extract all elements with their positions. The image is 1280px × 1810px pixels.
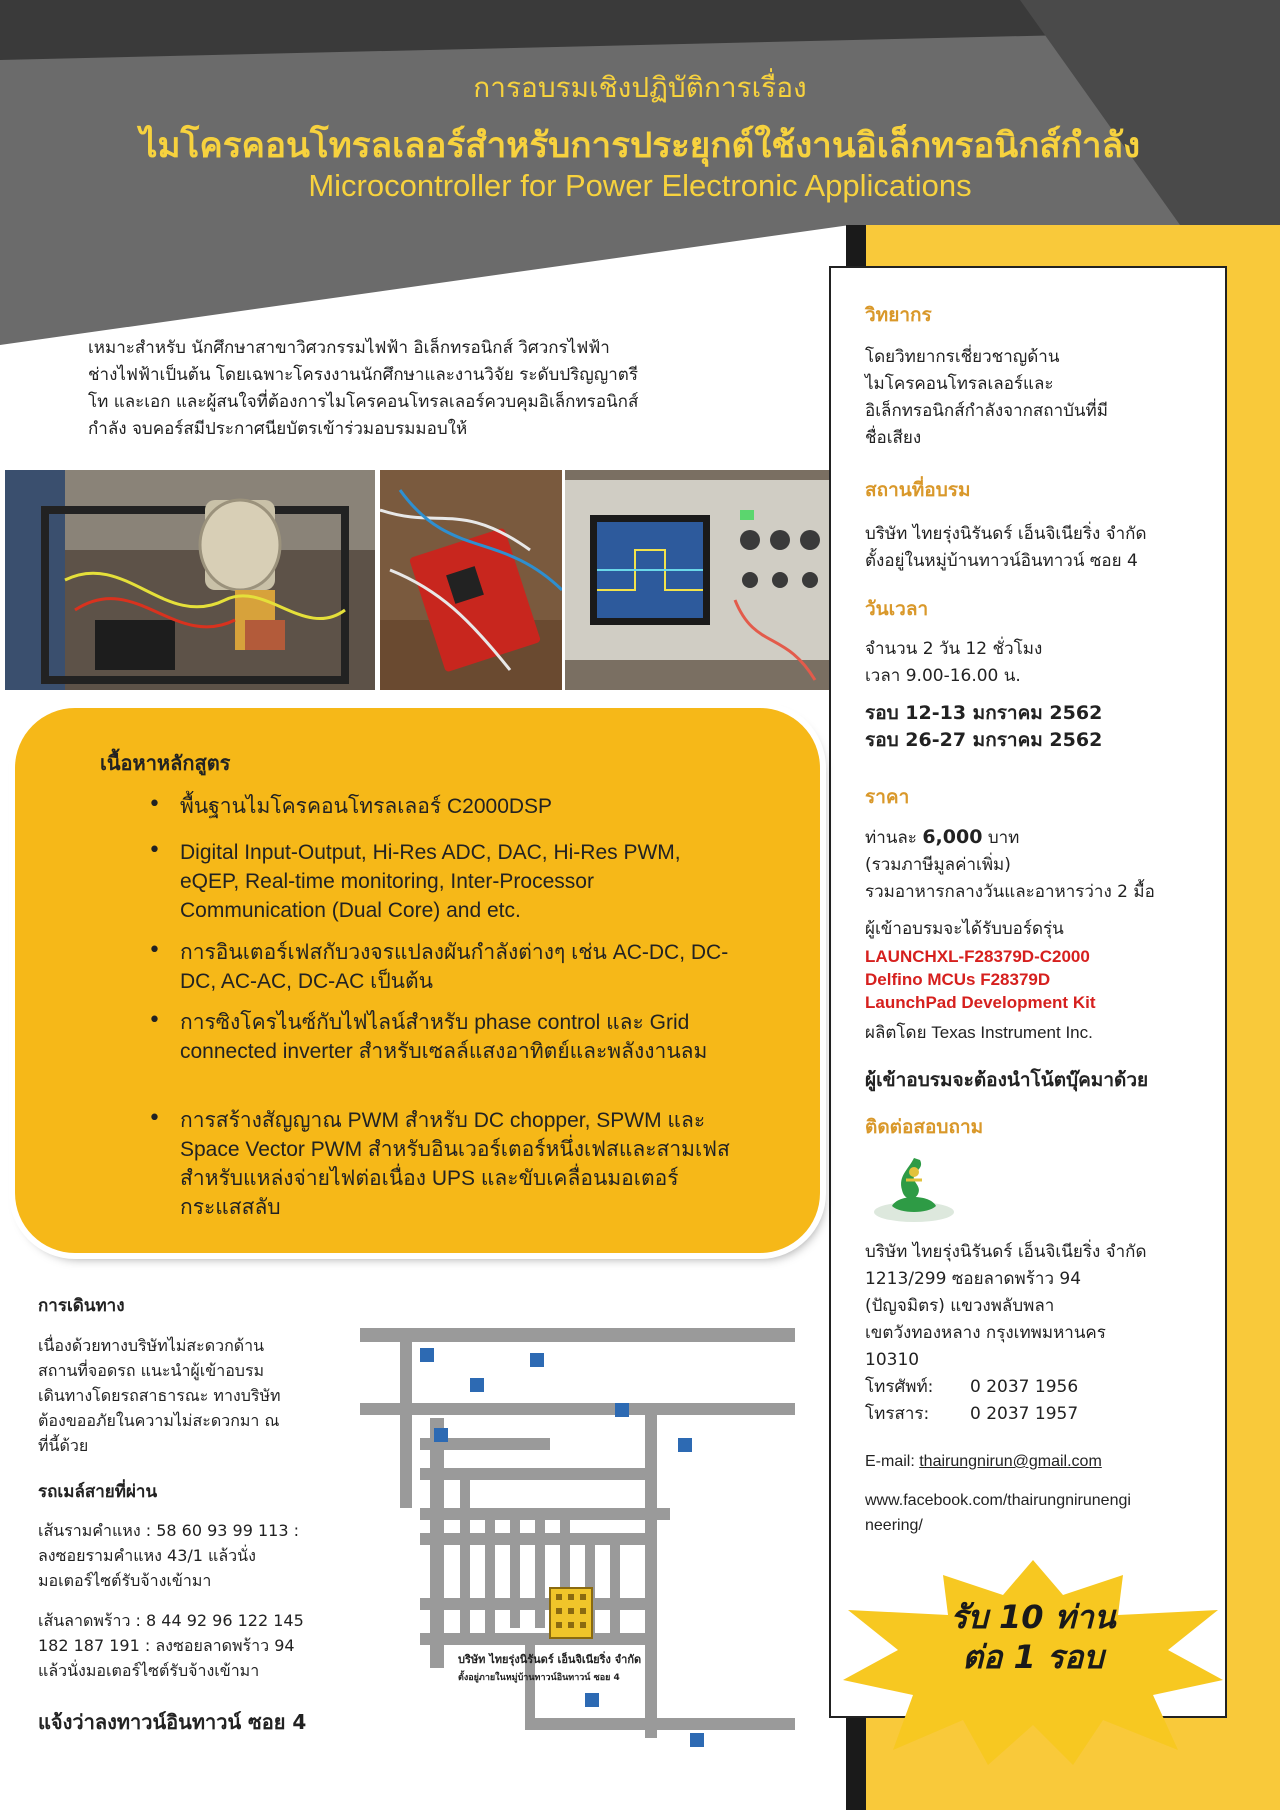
bus-line: เส้นลาดพร้าว : 8 44 92 96 122 145 bbox=[38, 1611, 304, 1630]
course-item: การอินเตอร์เฟสกับวงจรแปลงผันกำลังต่างๆ เช่น AC-DC, DC-DC, AC-AC, DC-AC เป็นต้น bbox=[180, 941, 729, 993]
facebook-link[interactable] bbox=[865, 1488, 1225, 1538]
email-row bbox=[865, 1453, 1102, 1471]
photo-motor-rig bbox=[5, 470, 375, 690]
map-company-sublabel: ตั้งอยู่ภายในหมู่บ้านทาวน์อินทาวน์ ซอย 4 bbox=[458, 1673, 620, 1683]
price-line bbox=[865, 824, 1225, 852]
board-intro: ผู้เข้าอบรมจะได้รับบอร์ดรุ่น bbox=[865, 919, 1064, 939]
price-heading: ราคา bbox=[865, 786, 910, 808]
price-text bbox=[865, 824, 1225, 906]
speaker-text bbox=[865, 344, 1215, 452]
contact-line: บริษัท ไทยรุ่งนิรันดร์ เอ็นจิเนียริ่ง จำกัด bbox=[865, 1242, 1147, 1262]
price-vat: (รวมภาษีมูลค่าเพิ่ม) bbox=[865, 855, 1011, 875]
intro-paragraph bbox=[88, 335, 788, 443]
price-prefix: ท่านละ bbox=[865, 828, 923, 848]
travel-line: ต้องขออภัยในความไม่สะดวกมา ณ bbox=[38, 1411, 280, 1430]
contact-line: 1213/299 ซอยลาดพร้าว 94 bbox=[865, 1269, 1082, 1289]
travel-line: สถานที่จอดรถ แนะนำผู้เข้าอบรม bbox=[38, 1361, 265, 1380]
fax-label: โทรสาร: bbox=[865, 1404, 930, 1424]
seats-line-1: รับ 10 ท่าน bbox=[950, 1598, 1116, 1636]
board-line: LaunchPad Development Kit bbox=[865, 993, 1096, 1012]
bus-ladprao bbox=[38, 1608, 338, 1683]
facebook-line: www.facebook.com/thairungnirunengi bbox=[865, 1492, 1131, 1509]
bus-line: มอเตอร์ไซต์รับจ้างเข้ามา bbox=[38, 1571, 212, 1590]
bullet: • bbox=[148, 1008, 161, 1033]
intro-line: โท และเอก และผู้สนใจที่ต้องการไมโครคอนโทรลเลอร์ควบคุมอิเล็กทรอนิกส์ bbox=[88, 392, 639, 412]
contact-address bbox=[865, 1239, 1225, 1428]
travel-text bbox=[38, 1333, 338, 1458]
intro-line: ช่างไฟฟ้าเป็นต้น โดยเฉพาะโครงงานนักศึกษาและงานวิจัย ระดับปริญญาตรี bbox=[88, 365, 638, 385]
contact-line: เขตวังทองหลาง กรุงเทพมหานคร bbox=[865, 1323, 1106, 1343]
fax-row bbox=[865, 1401, 1225, 1428]
venue-line: บริษัท ไทยรุ่งนิรันดร์ เอ็นจิเนียริ่ง จำกัด bbox=[865, 524, 1147, 544]
notebook-note: ผู้เข้าอบรมจะต้องนำโน้ตบุ๊คมาด้วย bbox=[865, 1069, 1149, 1091]
speaker-line: โดยวิทยากรเชี่ยวชาญด้าน bbox=[865, 347, 1060, 367]
speaker-line: อิเล็กทรอนิกส์กำลังจากสถาบันที่มี bbox=[865, 401, 1108, 421]
tel-number: 0 2037 1956 bbox=[970, 1377, 1079, 1397]
tel-row bbox=[865, 1374, 1225, 1401]
email-link[interactable]: thairungnirun@gmail.com bbox=[919, 1453, 1102, 1470]
course-item: Digital Input-Output, Hi-Res ADC, DAC, Hi-Res PWM, eQEP, Real-time monitoring, Inter-Processor Communication (Dual Core) and etc. bbox=[180, 841, 681, 922]
company-logo bbox=[868, 1150, 960, 1230]
price-suffix: บาท bbox=[982, 828, 1020, 848]
speaker-line: ชื่อเสียง bbox=[865, 428, 922, 448]
location-map bbox=[360, 1318, 795, 1758]
travel-line: เนื่องด้วยทางบริษัทไม่สะดวกด้าน bbox=[38, 1336, 265, 1355]
seats-line-2: ต่อ 1 รอบ bbox=[962, 1638, 1104, 1676]
course-item: พื้นฐานไมโครคอนโทรลเลอร์ C2000DSP bbox=[180, 795, 553, 818]
fax-number: 0 2037 1957 bbox=[970, 1404, 1079, 1424]
contact-line: (ปัญจมิตร) แขวงพลับพลา bbox=[865, 1296, 1055, 1316]
travel-heading: การเดินทาง bbox=[38, 1296, 125, 1316]
intro-line: เหมาะสำหรับ นักศึกษาสาขาวิศวกรรมไฟฟ้า อิเล็กทรอนิกส์ วิศวกรไฟฟ้า bbox=[88, 338, 610, 358]
travel-line: ที่นี้ด้วย bbox=[38, 1436, 89, 1455]
board-maker: ผลิตโดย Texas Instrument Inc. bbox=[865, 1023, 1093, 1042]
speaker-line: ไมโครคอนโทรลเลอร์และ bbox=[865, 374, 1054, 394]
travel-footer: แจ้งว่าลงทาวน์อินทาวน์ ซอย 4 bbox=[38, 1710, 307, 1734]
price-value: 6,000 bbox=[922, 826, 983, 848]
bullet: • bbox=[148, 938, 161, 963]
header-subtitle-thai: ไมโครคอนโทรลเลอร์สำหรับการประยุกต์ใช้งานอิเล็กทรอนิกส์กำลัง bbox=[139, 126, 1141, 166]
header-subtitle-english: Microcontroller for Power Electronic Applications bbox=[308, 168, 972, 203]
bus-line: 182 187 191 : ลงซอยลาดพร้าว 94 bbox=[38, 1636, 295, 1655]
rounds bbox=[865, 700, 1102, 754]
photo-launchpad-board bbox=[380, 470, 562, 690]
bullet: • bbox=[148, 1106, 161, 1131]
date-line: จำนวน 2 วัน 12 ชั่วโมง bbox=[865, 639, 1043, 659]
intro-line: กำลัง จบคอร์สมีประกาศนียบัตรเข้าร่วมอบรมมอบให้ bbox=[88, 419, 468, 439]
venue-line: ตั้งอยู่ในหมู่บ้านทาวน์อินทาวน์ ซอย 4 bbox=[865, 551, 1138, 571]
email-label: E-mail: bbox=[865, 1453, 920, 1470]
bus-ramkhamhaeng bbox=[38, 1518, 338, 1593]
seats-text bbox=[838, 1597, 1228, 1677]
board-line: Delfino MCUs F28379D bbox=[865, 970, 1051, 989]
facebook-line: neering/ bbox=[865, 1517, 923, 1534]
course-heading: เนื้อหาหลักสูตร bbox=[100, 751, 231, 775]
contact-line: 10310 bbox=[865, 1350, 920, 1370]
round-1: รอบ 12-13 มกราคม 2562 bbox=[865, 702, 1103, 724]
round-2: รอบ 26-27 มกราคม 2562 bbox=[865, 729, 1103, 751]
board-model bbox=[865, 945, 1095, 1014]
venue-text bbox=[865, 521, 1225, 575]
date-heading: วันเวลา bbox=[865, 598, 929, 620]
bus-line: ลงซอยรามคำแหง 43/1 แล้วนั่ง bbox=[38, 1546, 256, 1565]
bus-line: แล้วนั่งมอเตอร์ไซต์รับจ้างเข้ามา bbox=[38, 1661, 260, 1680]
photo-oscilloscope bbox=[565, 470, 829, 690]
bullet: • bbox=[148, 838, 161, 863]
bus-heading: รถเมล์สายที่ผ่าน bbox=[38, 1482, 158, 1502]
contact-heading: ติดต่อสอบถาม bbox=[865, 1116, 984, 1138]
tel-label: โทรศัพท์: bbox=[865, 1377, 934, 1397]
speaker-heading: วิทยากร bbox=[865, 304, 932, 326]
date-line: เวลา 9.00-16.00 น. bbox=[865, 666, 1021, 686]
course-item: การสร้างสัญญาณ PWM สำหรับ DC chopper, SPWM และ Space Vector PWM สำหรับอินเวอร์เตอร์หนึ่งเฟสและสามเฟสสำหรับแหล่งจ่ายไฟต่อเนื่อง UPS และขับเคลื่อนมอเตอร์กระแสสลับ bbox=[180, 1109, 730, 1219]
date-text bbox=[865, 636, 1215, 690]
map-company-label: บริษัท ไทยรุ่งนิรันดร์ เอ็นจิเนียริ่ง จำกัด bbox=[458, 1653, 642, 1666]
board-line: LAUNCHXL-F28379D-C2000 bbox=[865, 947, 1090, 966]
course-item: การซิงโครไนซ์กับไฟไลน์สำหรับ phase control และ Grid connected inverter สำหรับเซลล์แสงอาทิตย์และพลังงานลม bbox=[180, 1011, 708, 1063]
venue-heading: สถานที่อบรม bbox=[865, 479, 971, 501]
travel-line: เดินทางโดยรถสาธารณะ ทางบริษัท bbox=[38, 1386, 281, 1405]
header-title: การอบรมเชิงปฏิบัติการเรื่อง bbox=[473, 71, 807, 104]
price-meal: รวมอาหารกลางวันและอาหารว่าง 2 มื้อ bbox=[865, 882, 1155, 902]
bullet: • bbox=[148, 792, 161, 817]
bus-line: เส้นรามคำแหง : 58 60 93 99 113 : bbox=[38, 1521, 300, 1540]
